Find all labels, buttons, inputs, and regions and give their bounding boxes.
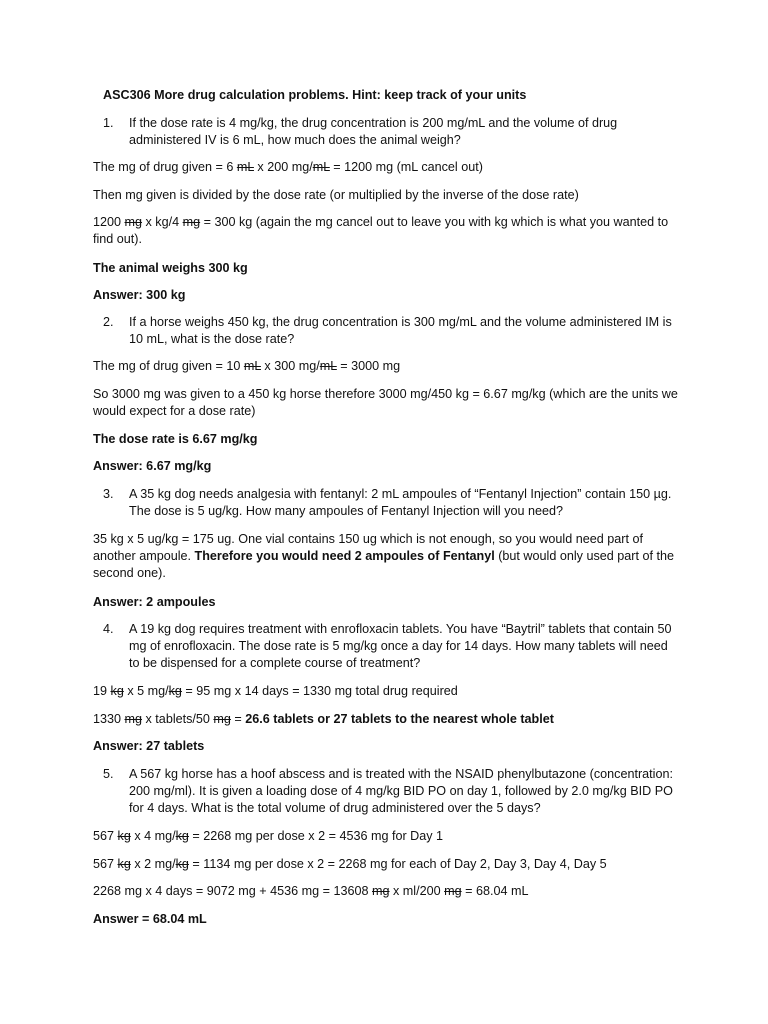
- work-line: 19 kg x 5 mg/kg = 95 mg x 14 days = 1330 mg total drug required: [93, 684, 458, 698]
- answer-line: Answer = 68.04 mL: [93, 912, 207, 926]
- question-text: A 19 kg dog requires treatment with enrofloxacin tablets. You have “Baytril” tablets that contain 50 mg of enrofloxacin. The dose rate is 5 mg/kg once a day for 14 days. How many tablets will need to be dispensed for a complete course of treatment?: [129, 622, 672, 670]
- work-line: 35 kg x 5 ug/kg = 175 ug. One vial contains 150 ug which is not enough, so you would need part of another ampoule. Therefore you would need 2 ampoules of Fentanyl (but would only used part of the second one).: [93, 532, 674, 580]
- question-text: If a horse weighs 450 kg, the drug concentration is 300 mg/mL and the volume administered IM is 10 mL, what is the dose rate?: [129, 315, 672, 346]
- question-number: 1.: [103, 116, 114, 130]
- question-number: 2.: [103, 315, 114, 329]
- answer-line: Answer: 27 tablets: [93, 739, 205, 753]
- question-number: 4.: [103, 622, 114, 636]
- work-line: 1330 mg x tablets/50 mg = 26.6 tablets or 27 tablets to the nearest whole tablet: [93, 712, 554, 726]
- question-text: If the dose rate is 4 mg/kg, the drug concentration is 200 mg/mL and the volume of drug administered IV is 6 mL, how much does the animal weigh?: [129, 116, 618, 147]
- work-line: Then mg given is divided by the dose rate (or multiplied by the inverse of the dose rate): [93, 188, 579, 202]
- question-2: [103, 314, 673, 348]
- cancelled-unit: mL: [243, 359, 261, 373]
- question-1: [103, 115, 673, 149]
- cancelled-unit: kg: [117, 857, 131, 871]
- cancelled-unit: mg: [124, 712, 143, 726]
- cancelled-unit: mg: [372, 884, 390, 898]
- work-line: 2268 mg x 4 days = 9072 mg + 4536 mg = 13608 mg x ml/200 mg = 68.04 mL: [93, 884, 529, 898]
- question-5: [103, 766, 673, 817]
- work-line: The mg of drug given = 10 mL x 300 mg/mL = 3000 mg: [93, 359, 401, 373]
- answer-line: Answer: 6.67 mg/kg: [93, 459, 212, 473]
- question-number: 5.: [103, 767, 114, 781]
- question-number: 3.: [103, 487, 114, 501]
- work-line: 567 kg x 2 mg/kg = 1134 mg per dose x 2 = 2268 mg for each of Day 2, Day 3, Day 4, Day 5: [93, 857, 607, 871]
- work-line: The mg of drug given = 6 mL x 200 mg/mL = 1200 mg (mL cancel out): [93, 160, 483, 174]
- emphasis-text: Therefore you would need 2 ampoules of Fentanyl: [194, 549, 495, 563]
- document-title: ASC306 More drug calculation problems. Hint: keep track of your units: [103, 88, 527, 102]
- cancelled-unit: mL: [319, 359, 337, 373]
- answer-line: Answer: 2 ampoules: [93, 595, 216, 609]
- cancelled-unit: mg: [213, 712, 231, 726]
- cancelled-unit: kg: [168, 684, 182, 698]
- cancelled-unit: kg: [175, 857, 189, 871]
- cancelled-unit: mL: [236, 160, 254, 174]
- result-line: The dose rate is 6.67 mg/kg: [93, 432, 258, 446]
- question-3: [103, 486, 673, 520]
- emphasis-text: 26.6 tablets or 27 tablets to the nearest whole tablet: [245, 712, 554, 726]
- question-text: A 35 kg dog needs analgesia with fentanyl: 2 mL ampoules of “Fentanyl Injection” contain 150 µg. The dose is 5 ug/kg. How many ampoules of Fentanyl Injection will you need?: [129, 487, 672, 518]
- cancelled-unit: mL: [312, 160, 330, 174]
- work-line: 1200 mg x kg/4 mg = 300 kg (again the mg cancel out to leave you with kg which is what you wanted to find out).: [93, 215, 669, 246]
- cancelled-unit: kg: [175, 829, 189, 843]
- question-4: [103, 621, 673, 672]
- cancelled-unit: mg: [124, 215, 143, 229]
- result-line: The animal weighs 300 kg: [93, 261, 248, 275]
- question-text: A 567 kg horse has a hoof abscess and is treated with the NSAID phenylbutazone (concentration: 200 mg/ml). It is given a loading dose of 4 mg/kg BID PO on day 1, followed by 2.0 mg/kg BID PO for 4 days. What is the total volume of drug administered over the 5 days?: [129, 767, 673, 815]
- answer-line: Answer: 300 kg: [93, 288, 186, 302]
- work-line: So 3000 mg was given to a 450 kg horse therefore 3000 mg/450 kg = 6.67 mg/kg (which are the units we would expect for a dose rate): [93, 387, 678, 418]
- cancelled-unit: kg: [110, 684, 124, 698]
- cancelled-unit: mg: [182, 215, 201, 229]
- work-line: 567 kg x 4 mg/kg = 2268 mg per dose x 2 = 4536 mg for Day 1: [93, 829, 444, 843]
- cancelled-unit: kg: [117, 829, 131, 843]
- cancelled-unit: mg: [444, 884, 462, 898]
